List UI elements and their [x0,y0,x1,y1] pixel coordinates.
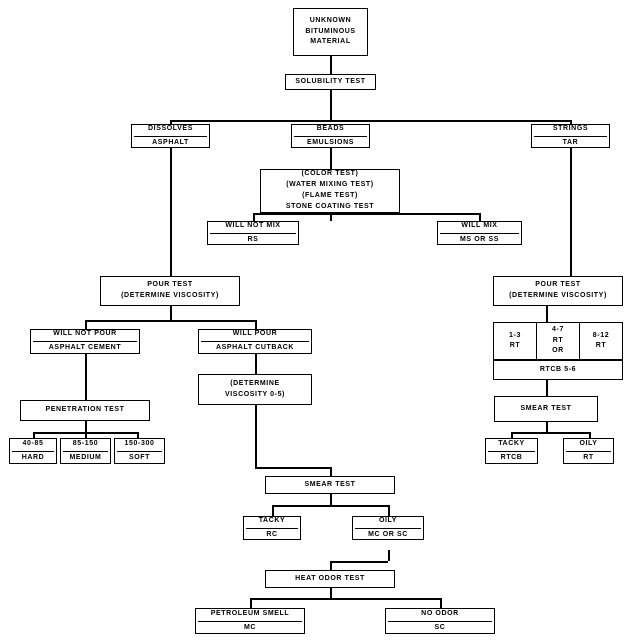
node-petroleum-smell-mc: PETROLEUM SMELL MC [195,608,305,634]
node-dissolves-asphalt: DISSOLVES ASPHALT [131,124,210,148]
connector [170,148,172,276]
node-pour-test-left: POUR TEST (DETERMINE VISCOSITY) [100,276,240,306]
node-will-mix-ms-or-ss: WILL MIX MS OR SS [437,221,522,245]
connector [330,90,332,120]
node-smear-test-right: SMEAR TEST [494,396,598,422]
connector [255,405,257,467]
connector [255,320,257,329]
node-rt-viscosity-grid [493,322,623,360]
connector [85,354,87,400]
node-will-not-pour-asphalt-cement: WILL NOT POUR ASPHALT CEMENT [30,329,140,354]
connector [250,598,440,600]
connector [330,561,332,570]
node-tacky-rtcb: TACKY RTCB [485,438,538,464]
node-tacky-rc: TACKY RC [243,516,301,540]
node-penetration-85-150-medium: 85-150 MEDIUM [60,438,111,464]
connector [511,432,589,434]
connector [85,320,87,329]
connector [330,148,332,169]
node-no-odor-sc: NO ODOR SC [385,608,495,634]
connector [570,148,572,276]
connector [85,320,255,322]
node-determine-viscosity-0-5: (DETERMINE VISCOSITY 0-5) [198,374,312,405]
node-rt-8-12: 8-12 RT [579,323,622,359]
node-penetration-test: PENETRATION TEST [20,400,150,421]
node-smear-test-center: SMEAR TEST [265,476,395,494]
node-penetration-40-85-hard: 40-85 HARD [9,438,57,464]
node-pour-test-right: POUR TEST (DETERMINE VISCOSITY) [493,276,623,306]
node-oily-rt: OILY RT [563,438,614,464]
connector [255,354,257,374]
connector [330,56,332,74]
node-heat-odor-test: HEAT ODOR TEST [265,570,395,588]
connector [388,505,390,516]
node-rt-1-3: 1-3 RT [509,331,521,349]
node-color-water-flame-stone-tests: (COLOR TEST) (WATER MIXING TEST) (FLAME TEST) STONE COATING TEST [260,169,400,213]
connector [546,306,548,322]
node-beads-emulsions: BEADS EMULSIONS [291,124,370,148]
connector [170,120,572,122]
node-will-pour-asphalt-cutback: WILL POUR ASPHALT CUTBACK [198,329,312,354]
node-rtcb-5-6: RTCB 5-6 [493,360,623,380]
node-unknown-bituminous-material: UNKNOWN BITUMINOUS MATERIAL [293,8,368,56]
connector [330,467,332,476]
connector [440,598,442,608]
connector [388,550,390,561]
connector [272,505,274,516]
node-oily-mc-or-sc: OILY MC OR SC [352,516,424,540]
connector [255,467,330,469]
connector [253,213,480,215]
node-rt-4-7: 4-7 RT OR [536,323,579,359]
connector [546,380,548,396]
connector [250,598,252,608]
connector [272,505,388,507]
connector [330,561,388,563]
connector [170,306,172,320]
node-penetration-150-300-soft: 150-300 SOFT [114,438,165,464]
connector [546,422,548,432]
connector [85,421,87,432]
node-solubility-test: SOLUBILITY TEST [285,74,376,90]
node-will-not-mix-rs: WILL NOT MIX RS [207,221,299,245]
node-strings-tar: STRINGS TAR [531,124,610,148]
connector [330,494,332,505]
connector [330,588,332,598]
